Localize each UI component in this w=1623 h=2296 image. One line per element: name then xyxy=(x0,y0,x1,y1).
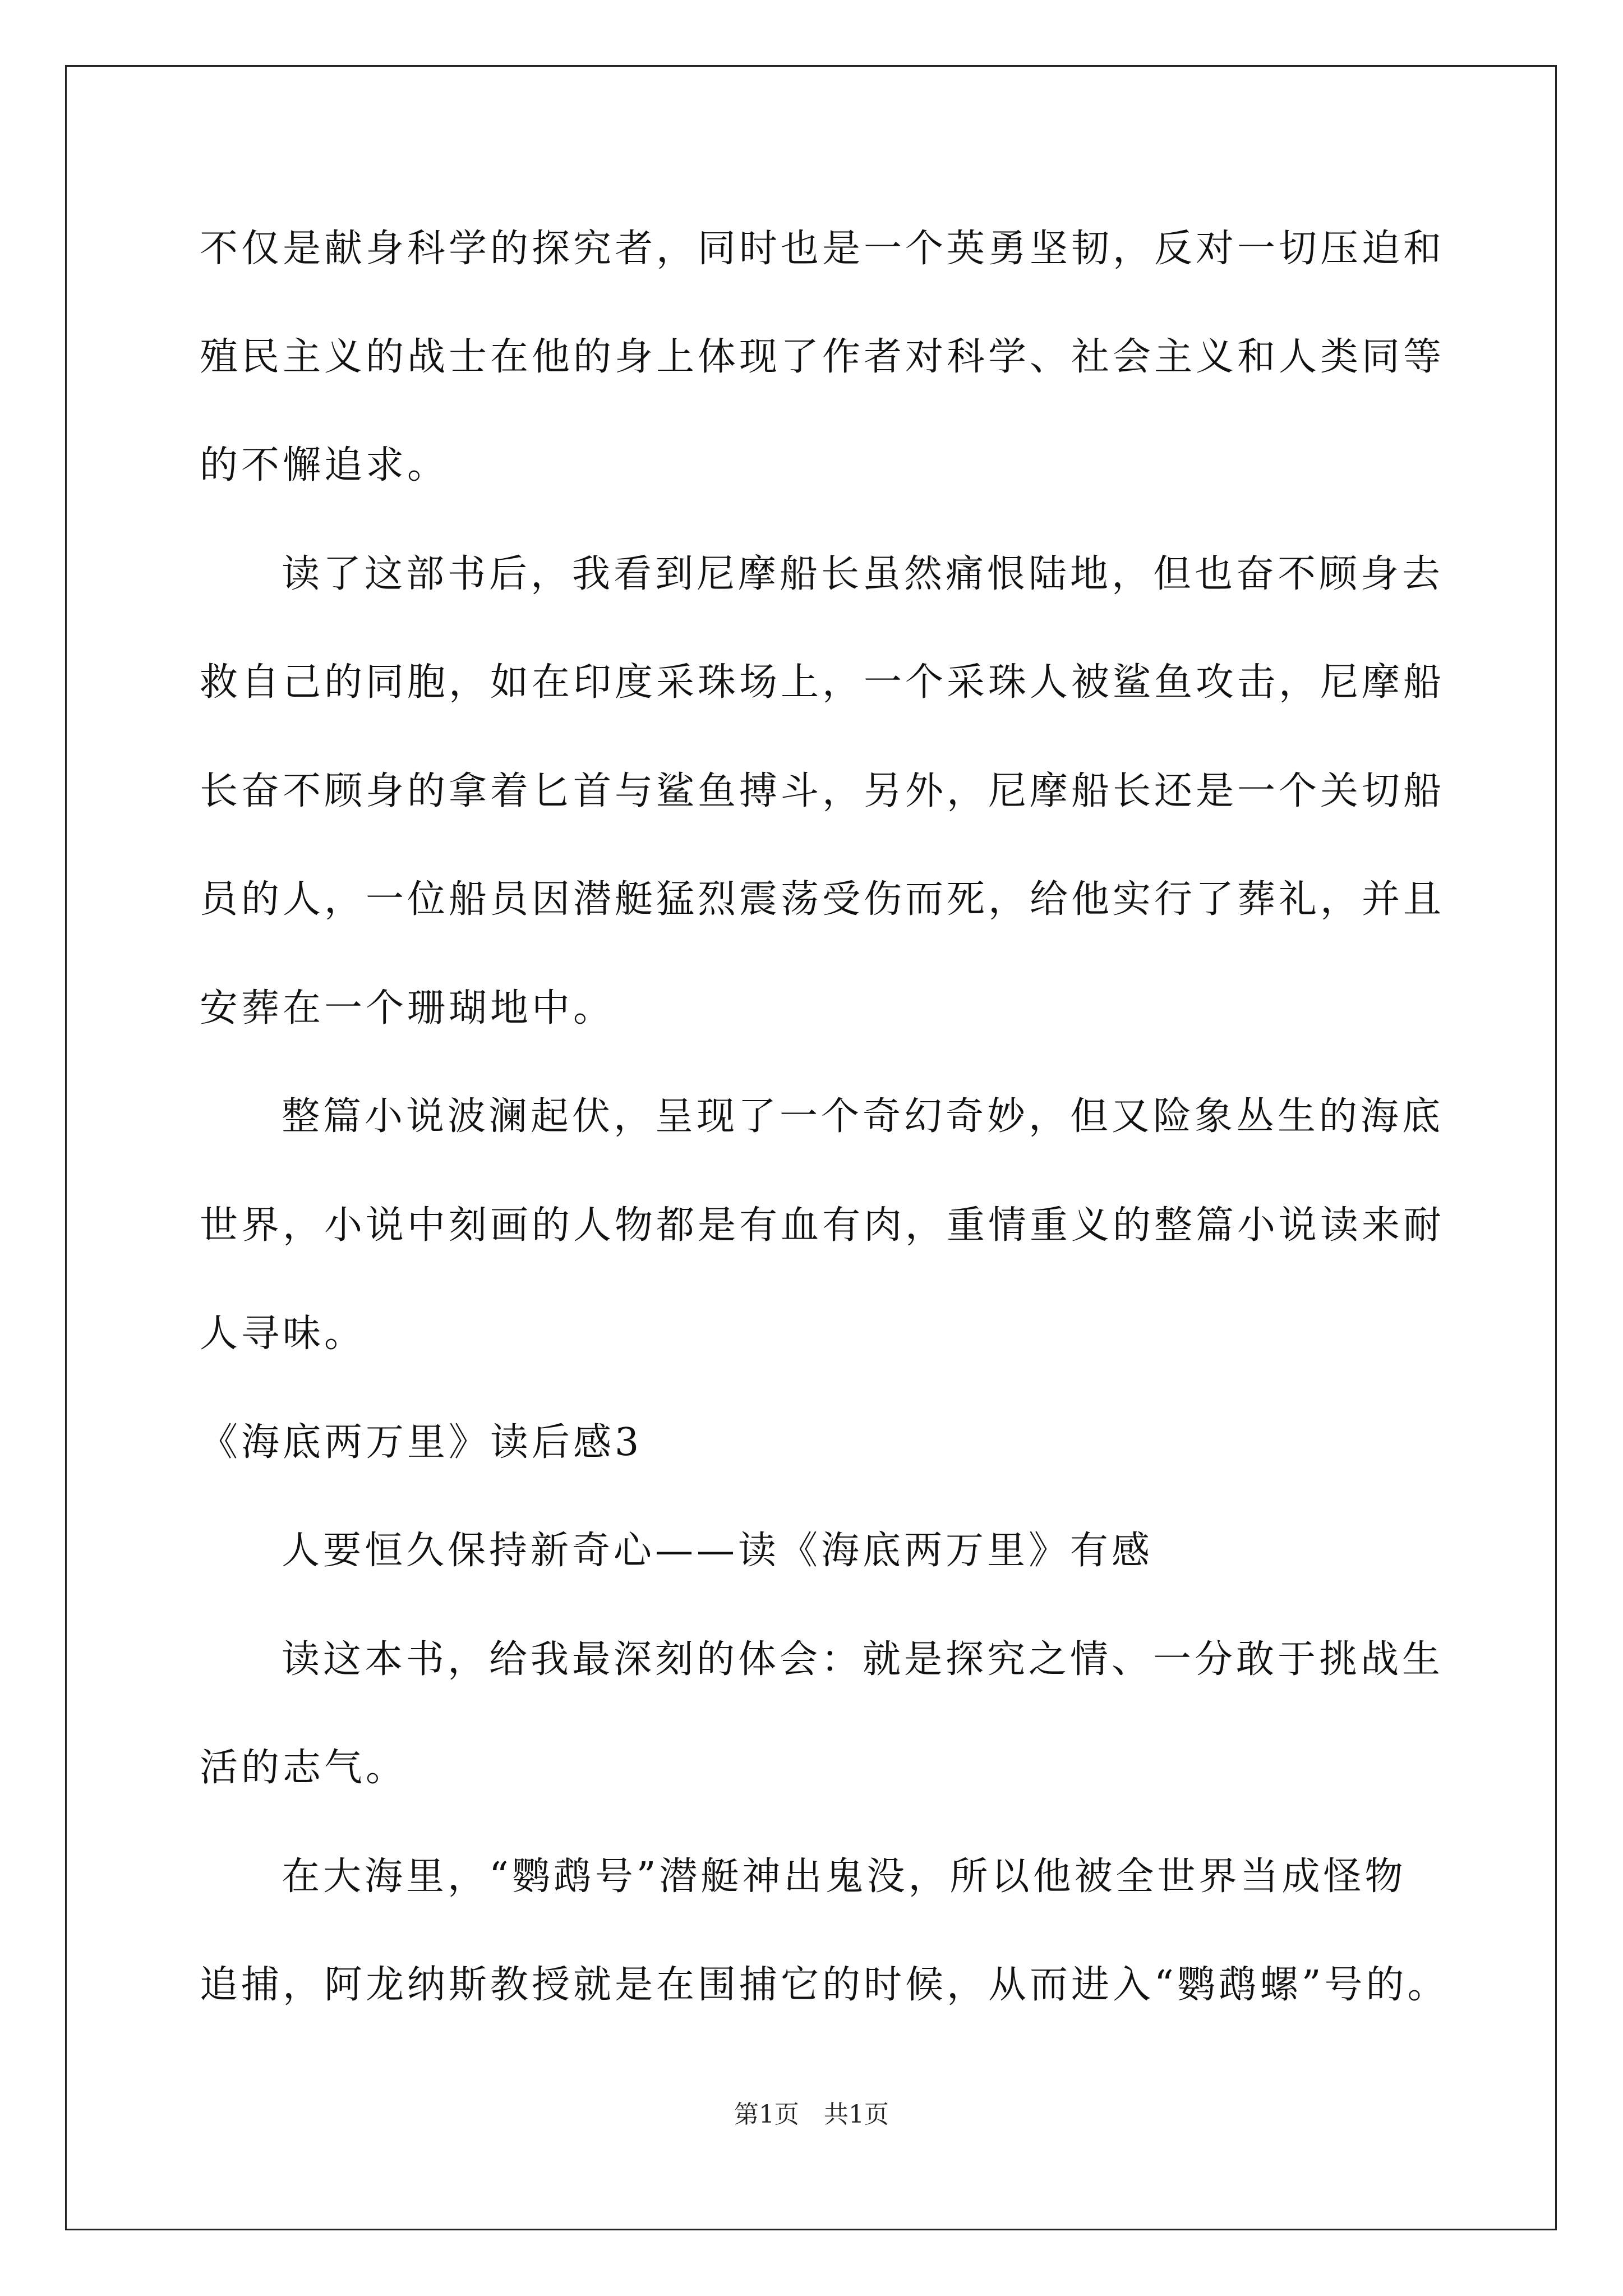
paragraph-line: 安葬在一个珊瑚地中。 xyxy=(200,986,615,1030)
paragraph-line: 的不懈追求。 xyxy=(200,443,449,487)
paragraph-line: 长奋不顾身的拿着匕首与鲨鱼搏斗，另外，尼摩船长还是一个关切船 xyxy=(200,769,1445,813)
paragraph-line: 不仅是献身科学的探究者，同时也是一个英勇坚韧，反对一切压迫和 xyxy=(200,227,1445,271)
paragraph-line: 在大海里，“鹦鹉号”潜艇神出鬼没，所以他被全世界当成怪物 xyxy=(282,1855,1407,1899)
page-border xyxy=(65,65,1557,2230)
paragraph-line: 救自己的同胞，如在印度采珠场上，一个采珠人被鲨鱼攻击，尼摩船 xyxy=(200,660,1445,705)
paragraph-line: 整篇小说波澜起伏，呈现了一个奇幻奇妙，但又险象丛生的海底 xyxy=(282,1094,1444,1139)
paragraph-line: 世界，小说中刻画的人物都是有血有肉，重情重义的整篇小说读来耐 xyxy=(200,1203,1445,1248)
paragraph-line: 员的人，一位船员因潜艇猛烈震荡受伤而死，给他实行了葬礼，并且 xyxy=(200,877,1445,922)
paragraph-line: 殖民主义的战士在他的身上体现了作者对科学、社会主义和人类同等 xyxy=(200,335,1445,379)
page-footer: 第1页 共1页 xyxy=(734,2100,889,2129)
paragraph-line: 人寻味。 xyxy=(200,1312,366,1356)
paragraph-line: 读了这部书后，我看到尼摩船长虽然痛恨陆地，但也奋不顾身去 xyxy=(282,552,1444,596)
essay-subtitle: 人要恒久保持新奇心——读《海底两万里》有感 xyxy=(282,1529,1154,1573)
paragraph-line: 读这本书，给我最深刻的体会：就是探究之情、一分敢于挑战生 xyxy=(282,1637,1444,1682)
section-heading: 《海底两万里》读后感3 xyxy=(200,1420,643,1465)
paragraph-line: 追捕，阿龙纳斯教授就是在围捕它的时候，从而进入“鹦鹉螺”号的。 xyxy=(200,1963,1449,2007)
paragraph-line: 活的志气。 xyxy=(200,1746,408,1790)
